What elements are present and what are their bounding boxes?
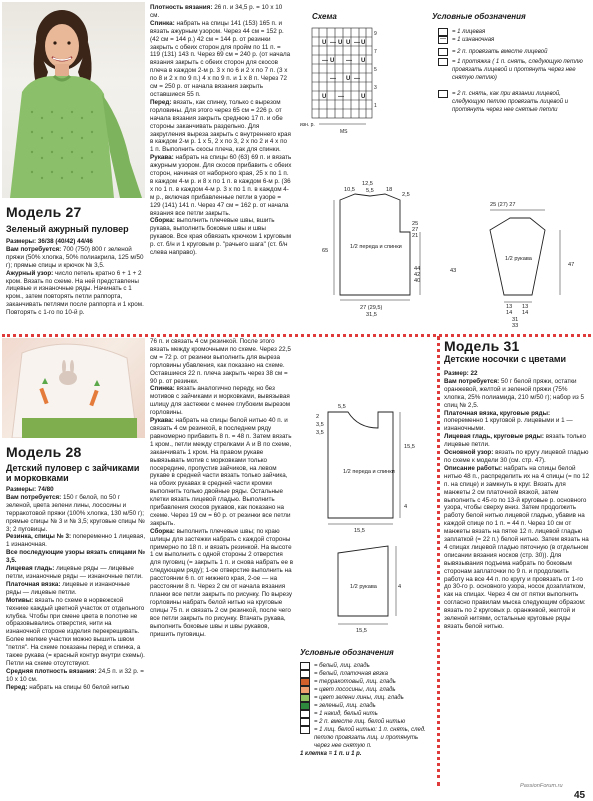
pattern28-dim-1: 2 [316, 414, 320, 420]
legend28-green [300, 702, 434, 710]
pattern28-dim-5: 4 [404, 504, 408, 510]
pattern27-dim-0: 10,5 [344, 187, 355, 193]
legend-skp-text: = 1 протяжка ( 1 п. снять, следующую петлю провязать лицевой и протянуть через нее снятую петлю) [452, 59, 583, 81]
model28-need-text: 150 г белой, по 50 г зеленой, цвета зелени лины, лососины и терракотовой пряжи (100% хлопка, 130 м/50 г); прямые спицы № 3 и № 3,5; круговые спицы № 3; 2 пуговицы. [6, 493, 145, 533]
model28-plat-label: Платочная вязка: [6, 580, 61, 588]
pattern28-sleeve-label: 1/2 рукава [350, 584, 377, 590]
model28-need-label: Вам потребуется: [6, 493, 62, 501]
model28-motifs-text: вязать по схеме в норвежской технике каждый цветной участок от отдельного клубка. Чтобы при смене цвета в полотне не образовывались отверстия, нити на изнаночной стороне изделия перекрещивать. Более мелкие участки можно вышить швом "петля". На схеме показаны перед и спинка, а также рукава (= красный контур внутри схемы). Петли на схеме отсутствуют. [6, 596, 145, 667]
legend-sk2p [438, 90, 588, 114]
model28-number: Модель 28 [6, 444, 82, 460]
legend-sk2p-swatch [438, 90, 448, 98]
legend28-terracotta [300, 678, 434, 686]
footer-site: PassionForum.ru [520, 783, 563, 789]
pattern27-dim-18: 13 [506, 304, 513, 310]
pattern27-dim-17: 25 (27) 27 [490, 202, 516, 208]
svg-text:—: — [322, 58, 328, 64]
model27-text-right [150, 4, 292, 257]
separator-top [2, 334, 591, 337]
pattern27-dim-2: 5,5 [366, 188, 374, 194]
scheme-row-5: 5 [374, 67, 377, 73]
svg-text:U: U [346, 40, 351, 46]
pattern27-dim-10: 42 [414, 272, 421, 278]
legend28-text-5: = зеленый, лиц. гладь [314, 703, 376, 709]
model27-back-label: Спинка: [150, 19, 175, 27]
model28-all-label: Все последующие узоры вязать спицами № 3,5. [6, 549, 146, 565]
legend28-swatch-2 [300, 678, 310, 686]
svg-text:U: U [330, 58, 335, 64]
model27-density-label: Плотность вязания: [150, 4, 213, 11]
legend28-text-1: = белый, платочная вязка [314, 671, 388, 677]
legend-k2tog-text: = 2 п. провязать вместе лицевой [452, 49, 548, 55]
legend28-text-0: = белый, лиц. гладь [314, 663, 370, 669]
svg-text:U: U [361, 94, 366, 100]
model27-need-text: 700 (750) 800 г зеленой пряжи (50% хлопка, 50% полиакрила, 125 м/50 г); прямые спицы и крючок № 3,5. [6, 245, 144, 269]
legend-purl-text: = 1 изнаночная [452, 37, 495, 43]
svg-text:U: U [322, 94, 327, 100]
scheme-row-9: 9 [374, 31, 377, 37]
svg-text:U: U [338, 40, 343, 46]
legend28-lime [300, 694, 434, 702]
scheme-grid [300, 22, 380, 137]
model31-stock-text: вязать только лицевые петли. [444, 433, 586, 449]
model31-desc-text: набрать на спицы белой нитью 48 п., распределить их на 4 спицы (= по 12 п. на спице) и замкнуть в круг. Вязать для манжеты 2 см платочной вязкой, затем выполнить с 45-го по 13-й круговые р. основного узора, чтобы сверху вниз. Затем продолжить работу белой нитью лицевой гладью, убавив на каждой спице по 1 п. = 44 п. Через 10 см от манжеты вязать на пятке 12 п. лицевой гладью заплаткой (= 22 п.) белой нитью. Затем вязать на 4 спицах лицевой гладью пяточную (в отдельном описании вязания носков (стр. 30)). Для вывязывания подъема набрать по боковым сторонам заплаточки по 9 п. и продолжить работу на все 44 п. по кругу и провязать от 1-го до 30-го р. основного узора, носок дозаплатком, как на спицах. Через 4 см от пятки выполнить согласно правилам мыска следующим образом: вязать по 2 круговых р. оранжевой, желтой и зеленой нитями, остальные круговые ряды вязать белой нитью. [444, 464, 590, 630]
legend28-text-9: 1 клетка = 1 п. и 1 р. [300, 751, 362, 757]
model28-rib-label: Резинка, спицы № 3: [6, 533, 72, 541]
model28-density-text: 24,5 п. и 32 р. = 10 х 10 см. [6, 667, 144, 683]
model27-need-label: Вам потребуется: [6, 245, 62, 253]
legend-sk2p-text: = 2 п. снять, как при вязании лицевой, следующую петлю провязать лицевой и протянуть через нее снятые петли [452, 91, 569, 113]
legend28-swatch-0 [300, 662, 310, 670]
model27-density-text: 26 п. и 34,5 р. = 10 х 10 см. [150, 4, 283, 19]
legend28-text-3: = цвет лососины, лиц. гладь [314, 687, 396, 693]
svg-text:U: U [361, 58, 366, 64]
scheme-row-1: 1 [374, 103, 377, 109]
legend-skp-swatch [438, 58, 448, 66]
model28-plat-text: лицевые и изнаночные ряды — лицевые петли. [6, 580, 130, 596]
pattern27-dim-5: 25 [412, 221, 419, 227]
pattern27-dim-1: 12,5 [362, 181, 373, 187]
pattern27-dim-23: 33 [512, 323, 519, 329]
legend-knit-text: = 1 лицевая [452, 29, 486, 35]
model28-stock-text: лицевые ряды — лицевые петли, изнаночные ряды — изнаночные петли. [6, 565, 143, 580]
model27-photo-illustration [2, 2, 145, 198]
svg-text:U: U [322, 40, 327, 46]
legend28-swatch-5 [300, 702, 310, 710]
scheme-row-label: изн. р. [300, 122, 315, 128]
scheme-legend-title: Условные обозначения [432, 12, 526, 21]
model27-sizes: Размеры: 36/38 (40/42) 44/46 [6, 238, 93, 245]
model28-motifs-label: Мотивы: [6, 596, 34, 604]
model28-rib-text: попеременно 1 лицевая, 1 изнаночная. [6, 533, 146, 549]
pattern27-front-label: 1/2 переда и спинки [350, 244, 402, 250]
footer-page: 45 [574, 790, 586, 801]
separator-right-column [437, 336, 440, 786]
model31-plat-label: Платочная вязка, круговые ряды: [444, 409, 551, 417]
model31-title: Детские носочки с цветами [444, 354, 567, 364]
pattern27-dim-19: 13 [522, 304, 529, 310]
legend28-swatch-6 [300, 710, 310, 718]
pattern27-dim-6: 27 [412, 227, 419, 233]
model27-photo [2, 2, 145, 198]
model28-back-text: вязать аналогично переду, но без мотивов с зайчиками и морковками, вывязывая шлицу для застежки с менее глубоким вырезом горловины. [150, 385, 291, 417]
legend28-title: Условные обозначения [300, 648, 394, 657]
model27-assembly-text: выполнить плечевые швы, вшить рукава, выполнить боковые швы и швы рукавов. Все края обвязать крючком 1 круговым р. ст. б/н и 1 круговым р. "рачьего шага" (ст. б/н слева направо). [150, 217, 292, 257]
model31-number: Модель 31 [444, 338, 520, 354]
pattern27-dim-4: 2,5 [402, 192, 410, 198]
model31-main-label: Основной узор: [444, 449, 494, 457]
model27-back-text: набрать на спицы 141 (153) 165 п. и вязать ажурным узором. Через 44 см = 152 р. (42 см = 144 р.) 42 см = 144 р. от резинки закрыть с обеих сторон для пройм по 11 п. = 119 (131) 143 п. Через 69 см = 240 р. (от начала вязания закрыть с обеих сторон для скосов плеча в каждом 2-м р. 3 х по 6 и 2 х по 7 п. (3 х по 8 и 2 х по 9 п.) 4 х по 9 п. и 1 х 8 п. Через 72 см = 250 р. от начала вязания закрыть оставшиеся 55 п. [150, 19, 291, 98]
legend-skp [438, 58, 588, 82]
pattern28-dim-6: 15,5 [354, 528, 365, 534]
scheme-title: Схема [312, 12, 337, 21]
pattern28-dim-10: 4 [398, 584, 402, 590]
svg-text:—: — [330, 76, 336, 82]
model27-sleeves-label: Рукава: [150, 154, 174, 162]
pattern28-dim-4: 15,5 [404, 444, 415, 450]
pattern28-dim-2: 3,5 [316, 422, 324, 428]
legend28-text-7: = 2 п. вместе лиц. белой нитью [314, 719, 406, 725]
svg-text:—: — [330, 40, 336, 46]
scheme-legend [438, 28, 588, 114]
model28-title: Детский пуловер с зайчиками и морковками [6, 463, 140, 483]
legend28-swatch-1 [300, 670, 310, 678]
model28-stock-label: Лицевая гладь: [6, 565, 55, 573]
pattern27-pieces [300, 180, 590, 330]
model27-assembly-label: Сборка: [150, 217, 175, 225]
legend28-swatch-8 [300, 726, 310, 734]
model28-assembly-label: Сборка: [150, 527, 175, 535]
model31-sizes: Размер: 22 [444, 370, 478, 377]
pattern27-dim-3: 18 [386, 187, 393, 193]
model28-sizes: Размеры: 74/80 [6, 486, 54, 493]
model28-sleeves-label: Рукава: [150, 417, 174, 425]
model27-text-left [6, 238, 146, 317]
model28-assembly-text: выполнить плечевые швы; по краю шлицы для застежки набрать с каждой стороны примерно по 18 п. и вязать резинкой. На высоте 1 см выполнить с одной стороны 2 отверстия для пуговиц (= закрыть 1 п. и снова набрать ее в следующем ряду); 1-ое отверстие выполнить на расстоянии 6 п. от нижнего края, 2-ое — на расстоянии 8 п. Через 2 см от начала вязания планки все петли закрыть по рисунку. По вырезу горловины набрать белой нитью на круговые спицы 75 п. и связать 2 см резинкой, после чего все петли закрыть по рисунку. Втачать рукава, выполнить боковые швы и швы рукавов, пришить пуговицы. [150, 527, 294, 638]
model27-openwork-label: Ажурный узор: [6, 269, 54, 277]
model28-sleeves-text: набрать на спицы белой нитью 40 п. и связать 4 см резинкой, в последнем ряду равномерно прибавить 8 п. = 48 п. Затем вязать 1 кром., петли между стрелками А и В по схеме, заканчивать 1 кром. На правом рукаве вывязывать мотив с морковками только посередине, пропустив зайчиков, на левом рукаве в средней части вязать только зайчика, на обоих рукавах в средней части кромки выполнить только двойные ряды. Остальные клетки вязать лицевой гладью. Выполнить прибавления скосов рукавов, как показано на схеме. Через 19 см = 60 р. от резинки все петли закрыть. [150, 417, 292, 527]
legend28-white-stock [300, 662, 434, 670]
pattern27-dim-11: 40 [414, 278, 421, 284]
pattern27-dim-21: 14 [522, 310, 529, 316]
model28-photo [2, 338, 145, 438]
pattern27-dim-9: 44 [414, 266, 421, 272]
pattern27-dim-22: 31 [512, 317, 519, 323]
pattern27-dim-7: 21 [412, 233, 419, 239]
legend28 [300, 662, 434, 758]
svg-text:—: — [354, 40, 360, 46]
model27-sleeves-text: набрать на спицы 60 (63) 69 п. и вязать ажурным узором. Для скосов прибавить с обеих сторон, начиная от наборного края, 25 х по 1 п. в каждом 4-м р. и 8 х по 1 п. в каждом 6-м р. (36 х по 1 п. в каждом 4-м р. 3 х по 1 п. в каждом 4-м р., включая прибавленные петли в узоре = 129 (141) 141 п. Через 47 см = 162 р. от начала вязания все петли закрыть. [150, 154, 292, 217]
pattern27-dim-16: 31,5 [366, 312, 377, 318]
legend-k2tog [438, 48, 588, 56]
pattern27-dim-14: 47 [568, 262, 575, 268]
pattern27-sleeve-label: 1/2 рукава [505, 256, 532, 262]
legend28-swatch-7 [300, 718, 310, 726]
legend-k2tog-swatch [438, 48, 448, 56]
pattern27-dim-12: 43 [450, 268, 457, 274]
scheme-row-7: 7 [374, 49, 377, 55]
legend28-salmon [300, 686, 434, 694]
model28-text-right [150, 338, 295, 638]
legend28-text-6: = 1 накид, белый нить [314, 711, 378, 717]
pattern27-dim-15: 27 (29,5) [360, 305, 383, 311]
scheme-ms: MS [340, 129, 348, 135]
legend28-swatch-4 [300, 694, 310, 702]
legend-purl [438, 36, 588, 44]
pattern28-pieces [298, 398, 436, 638]
model31-desc-label: Описание работы: [444, 464, 503, 472]
legend28-white-garter [300, 670, 434, 678]
model31-main-text: вязать по кругу лицевой гладью по схеме к модели 30 (см. стр. 47). [444, 449, 589, 464]
model28-density-label: Средняя плотность вязания: [6, 667, 97, 675]
pattern28-front-label: 1/2 переда и спинки [343, 469, 395, 475]
model28-front-text: набрать на спицы 60 белой нитью [29, 683, 130, 691]
svg-text:—: — [338, 94, 344, 100]
legend28-yo [300, 710, 434, 718]
model27-openwork-text: число петель кратно 6 + 1 + 2 кром. Вязать по схеме. На ней представлены лицевые и изнаночные ряды. Начинать с 1 кром., затем повторять петли раппорта, заканчивать петлями после раппорта и 1 кром. Повторять с 1-го по 10-й р. [6, 269, 144, 317]
model28-text-left [6, 486, 146, 692]
model31-text [444, 370, 590, 631]
svg-text:—: — [346, 58, 352, 64]
legend28-text-2: = терракотовый, лиц. гладь [314, 679, 396, 685]
svg-text:U: U [361, 40, 366, 46]
model27-number: Модель 27 [6, 204, 82, 220]
model31-need-label: Вам потребуется: [444, 377, 500, 385]
model27-front-label: Перед: [150, 98, 172, 106]
model27-front-text: вязать, как спинку, только с вырезом горловины. Для этого через 65 см = 226 р. от начала вязания закрыть среднюю 17 п. и обе стороны заканчивать раздельно. Для закругления выреза закрыть с внутреннего края в каждом 2-м р. 1 х 5, 2 х по 3, 2 х по 2 и 4 х по 1 п. Выполнить скосы плеча, как для спинки. [150, 98, 291, 154]
svg-text:U: U [346, 76, 351, 82]
model27-title: Зеленый ажурный пуловер [6, 224, 129, 234]
model28-photo-illustration [2, 338, 145, 438]
model31-stock-label: Лицевая гладь, круговые ряды: [444, 433, 544, 441]
pattern27-dim-8: 65 [322, 248, 329, 254]
pattern28-dim-12: 15,5 [356, 628, 367, 634]
model28-back-label: Спинка: [150, 385, 175, 393]
legend28-text-4: = цвет зелени лины, лиц. гладь [314, 695, 404, 701]
pattern28-dim-0: 5,5 [338, 404, 346, 410]
svg-text:—: — [354, 76, 360, 82]
model28-col2: 76 п. и связать 4 см резинкой. После этого вязать между кромочными по схеме. Через 22,5 см = 72 р. от резинки выполнить для выреза горловины убавления, как показано на схеме. Оставшиеся 22 п. плеча закрыть через 38 см = 90 р. от резинки. [150, 338, 291, 385]
legend-knit [438, 28, 588, 36]
legend-knit-swatch [438, 28, 448, 36]
pattern28-dim-3: 3,5 [316, 430, 324, 436]
legend28-swatch-3 [300, 686, 310, 694]
model31-plat-text: попеременно 1 круговой р. лицевыми и 1 — изнаночными. [444, 417, 573, 433]
legend-purl-swatch: — [440, 36, 446, 42]
model28-front-label: Перед: [6, 683, 28, 691]
legend28-skp [300, 726, 434, 750]
scheme-row-3: 3 [374, 85, 377, 91]
legend28-cell [300, 750, 434, 758]
pattern27-dim-20: 14 [506, 310, 513, 316]
legend28-text-8: = 1 лиц. белой нитью: 1 п. снять, след. петлю провязать лиц. и протянуть через нее снятую п. [314, 727, 426, 749]
legend28-k2tog [300, 718, 434, 726]
model31-need-text: 50 г белой пряжи, остатки оранжевой, желтой и зеленой пряжи (75% хлопка, 25% полиамида, 210 м/50 г); набор из 5 спиц № 2,5. [444, 377, 585, 409]
